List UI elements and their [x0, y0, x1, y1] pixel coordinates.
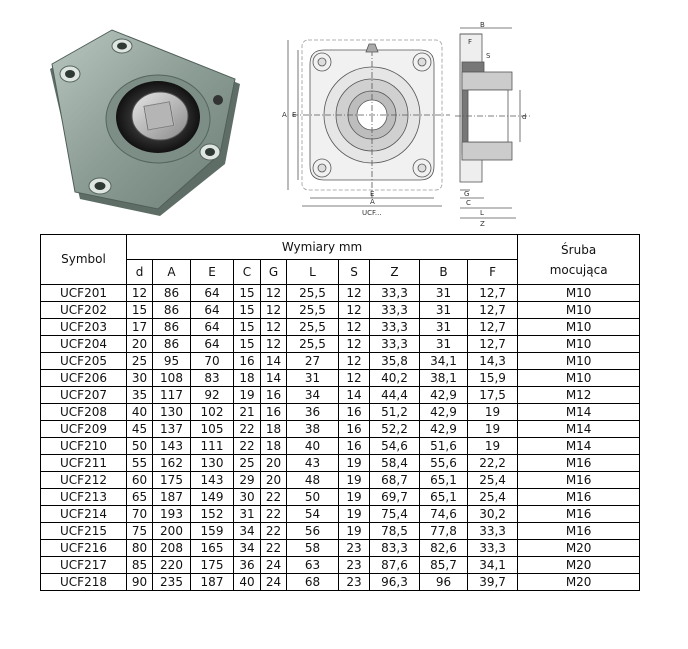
cell-d: 17 [127, 319, 153, 336]
cell-screw: M14 [518, 438, 640, 455]
dim-label-z: Z [480, 220, 485, 228]
cell-screw: M10 [518, 319, 640, 336]
dim-label-b: B [480, 22, 485, 29]
table-row [41, 302, 640, 319]
cell-screw: M10 [518, 370, 640, 387]
cell-s: 19 [339, 472, 370, 489]
cell-b: 42,9 [420, 404, 468, 421]
cell-screw: M16 [518, 523, 640, 540]
cell-z: 44,4 [370, 387, 420, 404]
cell-d: 85 [127, 557, 153, 574]
cell-screw: M12 [518, 387, 640, 404]
cell-symbol: UCF217 [41, 557, 127, 574]
cell-d: 70 [127, 506, 153, 523]
cell-screw: M20 [518, 540, 640, 557]
cell-s: 12 [339, 336, 370, 353]
cell-b: 42,9 [420, 421, 468, 438]
cell-c: 15 [234, 319, 261, 336]
cell-c: 31 [234, 506, 261, 523]
table-row [41, 370, 640, 387]
cell-symbol: UCF207 [41, 387, 127, 404]
cell-d: 45 [127, 421, 153, 438]
cell-g: 12 [261, 285, 287, 302]
cell-c: 40 [234, 574, 261, 591]
cell-g: 20 [261, 472, 287, 489]
dimensions-table [40, 234, 640, 591]
cell-s: 19 [339, 523, 370, 540]
cell-l: 25,5 [287, 302, 339, 319]
cell-c: 34 [234, 540, 261, 557]
cell-f: 30,2 [468, 506, 518, 523]
cell-z: 33,3 [370, 336, 420, 353]
cell-a: 137 [153, 421, 191, 438]
cell-z: 33,3 [370, 285, 420, 302]
cell-z: 51,2 [370, 404, 420, 421]
cell-d: 65 [127, 489, 153, 506]
table-row [41, 353, 640, 370]
cell-a: 162 [153, 455, 191, 472]
cell-b: 42,9 [420, 387, 468, 404]
table-body [41, 285, 640, 591]
cell-s: 16 [339, 438, 370, 455]
cell-c: 36 [234, 557, 261, 574]
cell-a: 235 [153, 574, 191, 591]
cell-screw: M10 [518, 302, 640, 319]
cell-g: 12 [261, 336, 287, 353]
cell-screw: M14 [518, 404, 640, 421]
cell-z: 83,3 [370, 540, 420, 557]
cell-symbol: UCF201 [41, 285, 127, 302]
cell-b: 55,6 [420, 455, 468, 472]
cell-e: 152 [191, 506, 234, 523]
column-header-g: G [261, 260, 287, 285]
cell-c: 15 [234, 336, 261, 353]
cell-f: 15,9 [468, 370, 518, 387]
cell-g: 22 [261, 540, 287, 557]
cell-l: 27 [287, 353, 339, 370]
cell-symbol: UCF205 [41, 353, 127, 370]
cell-b: 96 [420, 574, 468, 591]
cell-b: 65,1 [420, 472, 468, 489]
cell-f: 12,7 [468, 302, 518, 319]
cell-s: 12 [339, 353, 370, 370]
cell-l: 38 [287, 421, 339, 438]
table-row [41, 472, 640, 489]
cell-b: 31 [420, 319, 468, 336]
cell-a: 117 [153, 387, 191, 404]
cell-s: 12 [339, 370, 370, 387]
cell-s: 19 [339, 489, 370, 506]
cell-e: 165 [191, 540, 234, 557]
bearing-photo [40, 24, 250, 224]
cell-c: 19 [234, 387, 261, 404]
cell-f: 19 [468, 421, 518, 438]
cell-f: 25,4 [468, 489, 518, 506]
cell-symbol: UCF214 [41, 506, 127, 523]
dim-label-d: d [522, 113, 527, 121]
screw-header [518, 235, 640, 285]
column-header-d: d [127, 260, 153, 285]
cell-l: 25,5 [287, 285, 339, 302]
cell-s: 12 [339, 319, 370, 336]
cell-l: 63 [287, 557, 339, 574]
dim-label-a-horizontal: A [370, 198, 375, 206]
table-row [41, 574, 640, 591]
side-section-drawing [450, 22, 540, 232]
table-row [41, 455, 640, 472]
cell-c: 18 [234, 370, 261, 387]
cell-g: 12 [261, 302, 287, 319]
cell-b: 38,1 [420, 370, 468, 387]
cell-c: 22 [234, 421, 261, 438]
cell-screw: M20 [518, 574, 640, 591]
cell-z: 33,3 [370, 319, 420, 336]
cell-a: 175 [153, 472, 191, 489]
cell-symbol: UCF209 [41, 421, 127, 438]
column-header-c: C [234, 260, 261, 285]
cell-e: 111 [191, 438, 234, 455]
dim-label-a-vertical: A [282, 111, 287, 119]
cell-f: 12,7 [468, 285, 518, 302]
cell-z: 87,6 [370, 557, 420, 574]
table-row [41, 540, 640, 557]
cell-d: 80 [127, 540, 153, 557]
cell-l: 25,5 [287, 319, 339, 336]
table-row [41, 557, 640, 574]
cell-g: 22 [261, 506, 287, 523]
cell-e: 175 [191, 557, 234, 574]
cell-a: 187 [153, 489, 191, 506]
cell-b: 31 [420, 285, 468, 302]
cell-d: 15 [127, 302, 153, 319]
cell-g: 22 [261, 523, 287, 540]
cell-symbol: UCF215 [41, 523, 127, 540]
cell-g: 14 [261, 353, 287, 370]
cell-a: 86 [153, 302, 191, 319]
table-row [41, 387, 640, 404]
cell-screw: M16 [518, 472, 640, 489]
column-header-e: E [191, 260, 234, 285]
cell-e: 92 [191, 387, 234, 404]
cell-g: 18 [261, 421, 287, 438]
cell-symbol: UCF218 [41, 574, 127, 591]
cell-d: 12 [127, 285, 153, 302]
cell-l: 43 [287, 455, 339, 472]
cell-g: 12 [261, 319, 287, 336]
cell-f: 12,7 [468, 336, 518, 353]
cell-s: 12 [339, 302, 370, 319]
cell-screw: M10 [518, 353, 640, 370]
cell-s: 19 [339, 455, 370, 472]
cell-g: 22 [261, 489, 287, 506]
cell-l: 40 [287, 438, 339, 455]
cell-l: 34 [287, 387, 339, 404]
cell-d: 40 [127, 404, 153, 421]
table-row [41, 523, 640, 540]
cell-e: 83 [191, 370, 234, 387]
cell-e: 143 [191, 472, 234, 489]
cell-f: 19 [468, 404, 518, 421]
cell-s: 16 [339, 404, 370, 421]
cell-a: 95 [153, 353, 191, 370]
cell-c: 15 [234, 285, 261, 302]
cell-symbol: UCF206 [41, 370, 127, 387]
cell-s: 12 [339, 285, 370, 302]
dim-label-g: G [464, 190, 470, 198]
cell-d: 35 [127, 387, 153, 404]
cell-c: 21 [234, 404, 261, 421]
cell-g: 24 [261, 574, 287, 591]
table-row [41, 336, 640, 353]
cell-a: 220 [153, 557, 191, 574]
cell-a: 86 [153, 336, 191, 353]
cell-e: 70 [191, 353, 234, 370]
dim-label-e-vertical: E [292, 111, 297, 119]
cell-b: 31 [420, 302, 468, 319]
cell-l: 36 [287, 404, 339, 421]
cell-l: 31 [287, 370, 339, 387]
cell-symbol: UCF208 [41, 404, 127, 421]
drawing-caption: UCF... [362, 209, 382, 217]
cell-z: 52,2 [370, 421, 420, 438]
cell-z: 35,8 [370, 353, 420, 370]
cell-screw: M20 [518, 557, 640, 574]
cell-a: 208 [153, 540, 191, 557]
column-header-z: Z [370, 260, 420, 285]
cell-symbol: UCF210 [41, 438, 127, 455]
cell-l: 25,5 [287, 336, 339, 353]
cell-symbol: UCF202 [41, 302, 127, 319]
cell-f: 19 [468, 438, 518, 455]
cell-l: 58 [287, 540, 339, 557]
cell-e: 102 [191, 404, 234, 421]
cell-e: 64 [191, 336, 234, 353]
cell-s: 16 [339, 421, 370, 438]
dim-label-l: L [480, 209, 484, 217]
cell-screw: M10 [518, 285, 640, 302]
cell-z: 78,5 [370, 523, 420, 540]
cell-c: 16 [234, 353, 261, 370]
cell-e: 159 [191, 523, 234, 540]
cell-c: 34 [234, 523, 261, 540]
screw-header-line1: Śruba [561, 242, 597, 257]
cell-b: 34,1 [420, 353, 468, 370]
cell-d: 75 [127, 523, 153, 540]
cell-symbol: UCF203 [41, 319, 127, 336]
dim-label-c: C [466, 199, 471, 207]
cell-l: 50 [287, 489, 339, 506]
cell-screw: M16 [518, 506, 640, 523]
cell-g: 24 [261, 557, 287, 574]
cell-l: 56 [287, 523, 339, 540]
cell-a: 200 [153, 523, 191, 540]
cell-b: 74,6 [420, 506, 468, 523]
cell-z: 54,6 [370, 438, 420, 455]
cell-a: 143 [153, 438, 191, 455]
column-header-b: B [420, 260, 468, 285]
cell-screw: M14 [518, 421, 640, 438]
cell-b: 82,6 [420, 540, 468, 557]
cell-d: 60 [127, 472, 153, 489]
table-row [41, 506, 640, 523]
cell-b: 51,6 [420, 438, 468, 455]
dim-label-f: F [468, 38, 473, 46]
cell-s: 19 [339, 506, 370, 523]
cell-c: 15 [234, 302, 261, 319]
cell-d: 20 [127, 336, 153, 353]
cell-g: 20 [261, 455, 287, 472]
cell-s: 23 [339, 557, 370, 574]
cell-a: 86 [153, 285, 191, 302]
cell-d: 90 [127, 574, 153, 591]
cell-z: 69,7 [370, 489, 420, 506]
dim-label-s: S [486, 52, 491, 60]
cell-e: 187 [191, 574, 234, 591]
cell-a: 108 [153, 370, 191, 387]
cell-l: 48 [287, 472, 339, 489]
cell-g: 16 [261, 404, 287, 421]
cell-c: 29 [234, 472, 261, 489]
cell-b: 65,1 [420, 489, 468, 506]
table-row [41, 285, 640, 302]
cell-d: 30 [127, 370, 153, 387]
cell-f: 17,5 [468, 387, 518, 404]
dim-label-e-horizontal: E [370, 190, 375, 198]
cell-d: 25 [127, 353, 153, 370]
table-row [41, 421, 640, 438]
cell-d: 50 [127, 438, 153, 455]
table-row [41, 404, 640, 421]
cell-f: 12,7 [468, 319, 518, 336]
cell-a: 86 [153, 319, 191, 336]
cell-symbol: UCF216 [41, 540, 127, 557]
cell-f: 22,2 [468, 455, 518, 472]
cell-f: 14,3 [468, 353, 518, 370]
cell-c: 30 [234, 489, 261, 506]
cell-l: 68 [287, 574, 339, 591]
cell-screw: M16 [518, 455, 640, 472]
column-header-s: S [339, 260, 370, 285]
cell-b: 77,8 [420, 523, 468, 540]
cell-f: 33,3 [468, 540, 518, 557]
cell-e: 149 [191, 489, 234, 506]
column-header-a: A [153, 260, 191, 285]
cell-f: 39,7 [468, 574, 518, 591]
cell-z: 33,3 [370, 302, 420, 319]
cell-c: 25 [234, 455, 261, 472]
cell-b: 85,7 [420, 557, 468, 574]
cell-f: 25,4 [468, 472, 518, 489]
cell-z: 75,4 [370, 506, 420, 523]
screw-header-line2: mocująca [549, 262, 608, 277]
column-header-l: L [287, 260, 339, 285]
cell-g: 18 [261, 438, 287, 455]
symbol-header: Symbol [41, 235, 127, 285]
cell-symbol: UCF211 [41, 455, 127, 472]
cell-c: 22 [234, 438, 261, 455]
dimensions-header: Wymiary mm [127, 235, 518, 260]
cell-e: 64 [191, 302, 234, 319]
cell-s: 23 [339, 574, 370, 591]
cell-f: 33,3 [468, 523, 518, 540]
cell-e: 105 [191, 421, 234, 438]
cell-symbol: UCF213 [41, 489, 127, 506]
cell-screw: M10 [518, 336, 640, 353]
cell-z: 68,7 [370, 472, 420, 489]
cell-symbol: UCF204 [41, 336, 127, 353]
cell-b: 31 [420, 336, 468, 353]
cell-z: 40,2 [370, 370, 420, 387]
cell-s: 23 [339, 540, 370, 557]
cell-e: 130 [191, 455, 234, 472]
cell-g: 14 [261, 370, 287, 387]
cell-l: 54 [287, 506, 339, 523]
cell-z: 58,4 [370, 455, 420, 472]
cell-z: 96,3 [370, 574, 420, 591]
cell-d: 55 [127, 455, 153, 472]
cell-s: 14 [339, 387, 370, 404]
cell-e: 64 [191, 319, 234, 336]
table-row [41, 489, 640, 506]
cell-symbol: UCF212 [41, 472, 127, 489]
table-row [41, 319, 640, 336]
column-header-f: F [468, 260, 518, 285]
cell-a: 193 [153, 506, 191, 523]
cell-g: 16 [261, 387, 287, 404]
cell-e: 64 [191, 285, 234, 302]
cell-f: 34,1 [468, 557, 518, 574]
table-row [41, 438, 640, 455]
cell-a: 130 [153, 404, 191, 421]
cell-screw: M16 [518, 489, 640, 506]
